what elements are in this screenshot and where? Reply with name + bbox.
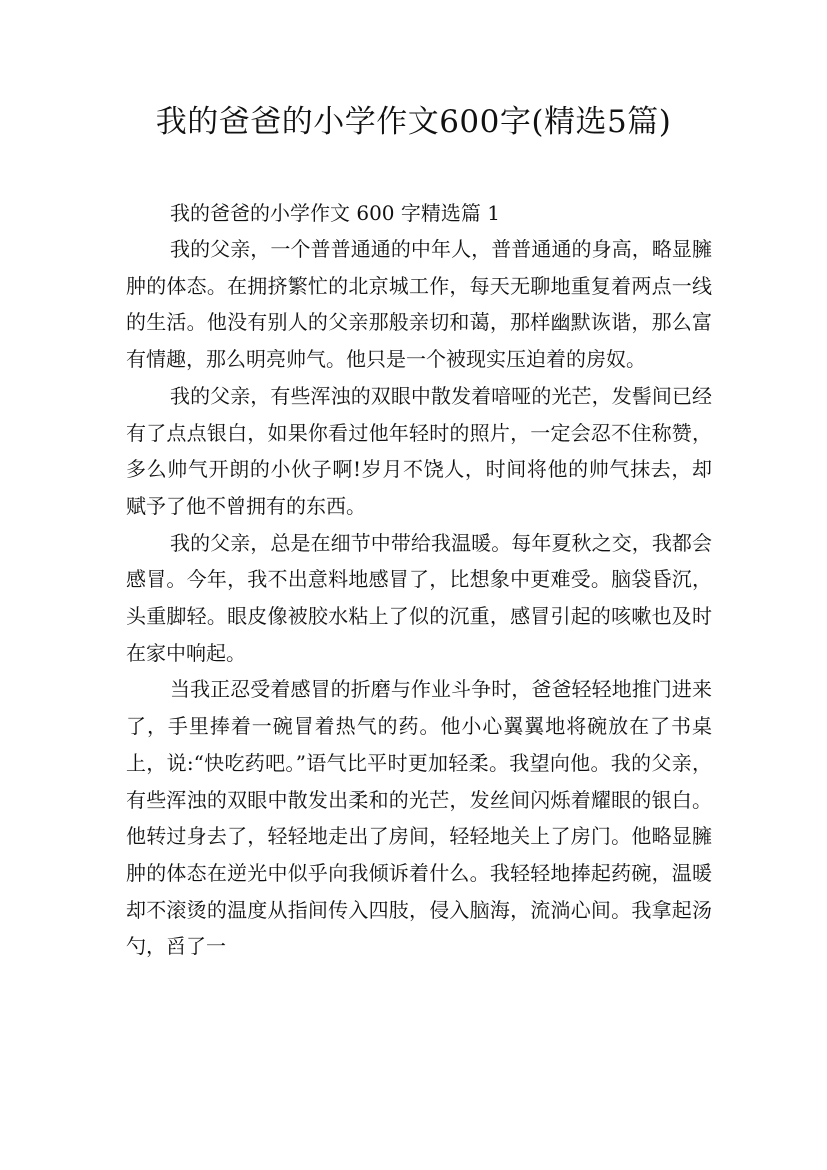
paragraph-4: 当我正忍受着感冒的折磨与作业斗争时，爸爸轻轻地推门进来了，手里捧着一碗冒着热气的药。他小心翼翼地将碗放在了书桌上，说:“快吃药吧。”语气比平时更加轻柔。我望向他。我的父亲，有些浑浊的双眼中散发出柔和的光芒，发丝间闪烁着耀眼的银白。他转过身去了，轻轻地走出了房间，轻轻地关上了房门。他略显臃肿的体态在逆光中似乎向我倾诉着什么。我轻轻地捧起药碗，温暖却不滚烫的温度从指间传入四肢，侵入脑海，流淌心间。我拿起汤勺，舀了一 [126,677,712,959]
document-title: 我的爸爸的小学作文600字(精选5篇) [155,104,672,140]
paragraph-3: 我的父亲，总是在细节中带给我温暖。每年夏秋之交，我都会感冒。今年，我不出意料地感冒了，比想象中更难受。脑袋昏沉，头重脚轻。眼皮像被胶水粘上了似的沉重，感冒引起的咳嗽也及时在家中响起。 [126,530,712,665]
section-heading: 我的爸爸的小学作文 600 字精选篇 1 [170,201,500,225]
paragraph-1: 我的父亲，一个普普通通的中年人，普普通通的身高，略显臃肿的体态。在拥挤繁忙的北京城工作，每天无聊地重复着两点一线的生活。他没有别人的父亲那般亲切和蔼，那样幽默诙谐，那么富有情趣，那么明亮帅气。他只是一个被现实压迫着的房奴。 [126,237,712,372]
essay-body [126,231,712,965]
paragraph-2: 我的父亲，有些浑浊的双眼中散发着喑哑的光芒，发髻间已经有了点点银白，如果你看过他年轻时的照片，一定会忍不住称赞，多么帅气开朗的小伙子啊!岁月不饶人，时间将他的帅气抹去，却赋予了他不曾拥有的东西。 [126,383,712,518]
